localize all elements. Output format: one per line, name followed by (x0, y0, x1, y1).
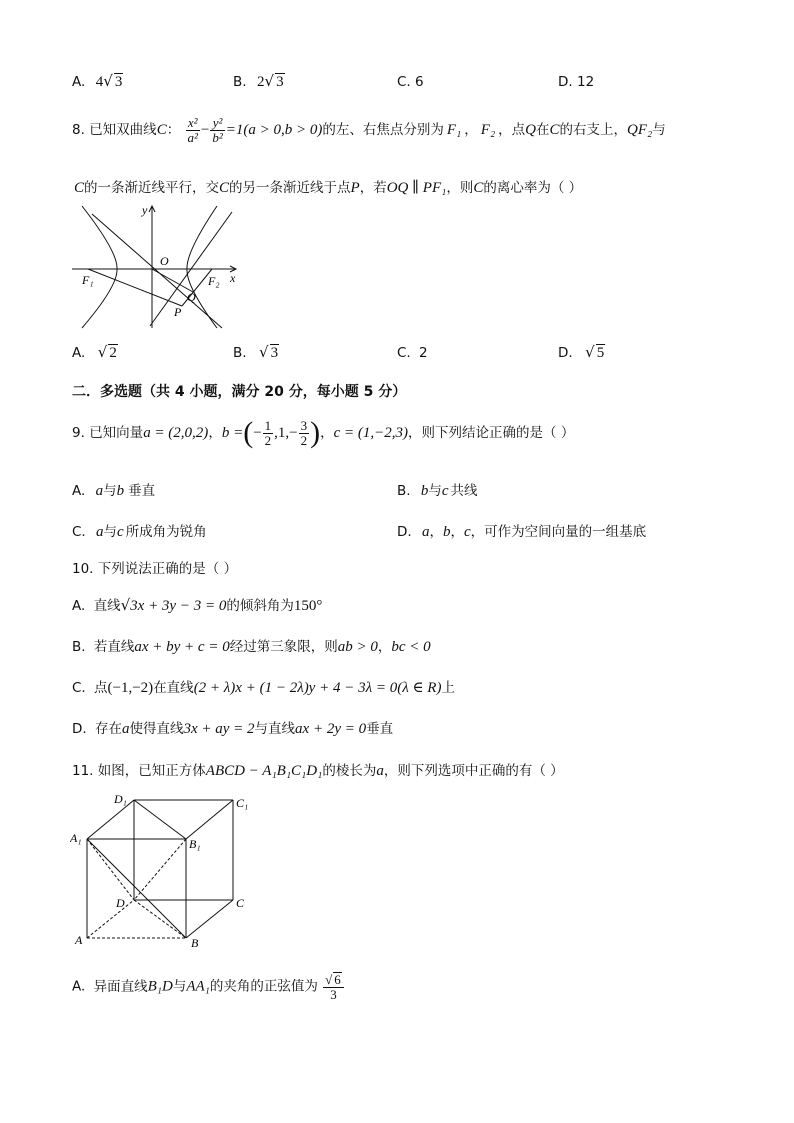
q8-stem-line1: 8. 已知双曲线C： $\frac{\text{x²}}{\text{a²}}$ − $\frac{\text{y²}}{\text{b²}}$ =1(a > 0,b > 0)的左、右焦点分别为 F₁ ， F₂ ，点Q在C的右支上，QF₂与 (72, 115, 666, 145)
math-vec-b: b (420, 483, 429, 499)
option-text: 的夹角的正弦值为 (209, 978, 318, 995)
option-text: 经过第三象限，则 (229, 639, 338, 655)
label-F2: F₂ (208, 274, 220, 288)
line-F1-P (88, 269, 182, 306)
option-text: 使得直线 (129, 721, 184, 737)
option-text: 12 (576, 74, 595, 90)
math-ab: ab > 0 (337, 639, 378, 655)
option-radicand: 3 (276, 74, 284, 90)
label-A1: A₁ (70, 831, 82, 845)
sqrt-sign: √ (264, 72, 275, 90)
fraction-x: $\frac{\text{x²}}{\text{a²}}$ (187, 115, 198, 145)
math-QF2: QF₂ (627, 122, 653, 139)
label-C1: C₁ (236, 796, 249, 810)
stem-text: ： (166, 122, 181, 139)
section-heading: 二．多选题（共 4 小题，满分 20 分，每小题 5 分） (72, 384, 407, 400)
math-line-1: 3x + ay = 2 (183, 721, 255, 737)
option-letter: B. (397, 483, 411, 499)
label-F1: F₁ (82, 273, 94, 287)
option-text: 直线 (93, 598, 121, 614)
math-C: C (549, 122, 560, 139)
q10-option-c[interactable] (72, 676, 455, 697)
math-vec-b: b (442, 524, 451, 540)
option-letter: D. (397, 524, 412, 540)
label-x: x (230, 271, 236, 285)
option-text: 2 (419, 345, 428, 361)
math-C: C (473, 180, 484, 196)
q8-option-d[interactable] (558, 343, 605, 362)
label-B1: B₁ (189, 837, 201, 851)
option-text: ， (377, 639, 392, 655)
option-letter: A. (72, 345, 86, 361)
diag-A1D (87, 839, 134, 900)
q10-stem (72, 557, 237, 577)
question-number: 10. (72, 561, 94, 577)
fraction-b2: $\frac{3}{2}$ (300, 417, 308, 448)
sqrt-sign: √ (259, 343, 269, 361)
left-branch (82, 206, 117, 328)
option-letter: C. (72, 524, 86, 540)
diag-D1B1 (134, 800, 186, 839)
label-A: A (75, 933, 83, 947)
option-text: 6 (415, 74, 424, 90)
option-text: 的倾斜角为 (226, 598, 294, 614)
cube-figure (70, 790, 260, 952)
option-text: 若直线 (93, 639, 135, 655)
label-D: D (116, 896, 125, 910)
q7-option-d[interactable] (558, 74, 594, 90)
math-vec-b: b (116, 483, 125, 499)
option-coef: 2 (257, 74, 265, 90)
q9-option-c[interactable] (72, 520, 207, 541)
option-letter: D. (558, 345, 573, 361)
option-text: 存在 (94, 721, 122, 737)
stem-text: 的另一条渐近线于点 (229, 180, 351, 196)
stem-text: 的左、右焦点分别为 (322, 122, 444, 139)
q9-option-a[interactable] (72, 479, 155, 500)
option-letter: C. (72, 680, 86, 696)
option-text: 所成角为锐角 (125, 524, 207, 540)
math-AA1: AA₁ (186, 978, 210, 995)
option-coef: 4 (95, 74, 104, 90)
math-line: 3x + 3y − 3 = 0 (130, 598, 227, 614)
question-number: 11. (72, 763, 94, 779)
math-Q: Q (525, 122, 537, 139)
stem-text: 如图，已知正方体 (97, 763, 206, 779)
fraction-y: $\frac{\text{y²}}{\text{b²}}$ (212, 115, 223, 145)
question-number: 9. (72, 425, 85, 441)
math-vec-c: c (117, 524, 124, 540)
edge-BC (186, 900, 233, 938)
q8-stem-line2 (74, 176, 582, 197)
math-vec-c: c (441, 483, 449, 499)
math-C: C (74, 180, 85, 196)
stem-text: 的一条渐近线平行，交 (84, 180, 220, 196)
math-line: ax + by + c = 0 (134, 639, 230, 655)
option-letter: A. (72, 598, 86, 614)
math-a-def: a = (2,0,2) (143, 425, 209, 441)
math-cube: ABCD − A₁B₁C₁D₁ (205, 763, 323, 779)
diag-A1B (87, 839, 186, 938)
math-degree: 150° (293, 598, 323, 614)
math-F2: F₂ (480, 122, 496, 139)
label-P: P (174, 305, 182, 319)
fraction-b1: $\frac{1}{2}$ (264, 417, 272, 448)
stem-text: 已知双曲线 (89, 122, 157, 139)
q11-option-a[interactable] (72, 972, 345, 1001)
stem-text: 与 (652, 122, 666, 139)
edge-A1D1 (87, 800, 134, 839)
sqrt-sign: √ (97, 343, 108, 361)
option-radicand: 3 (114, 74, 123, 90)
sqrt-sign: √ (585, 343, 595, 361)
q10-option-b[interactable] (72, 635, 431, 656)
math-B1D: B₁D (147, 978, 173, 995)
q9-option-d[interactable]: D. a，b，c，可作为空间向量的一组基底 (397, 524, 647, 540)
label-B: B (191, 936, 199, 950)
option-letter: A. (72, 978, 86, 995)
math-b-def: b = (221, 425, 244, 441)
option-letter: B. (72, 639, 86, 655)
option-text: 垂直 (128, 483, 156, 499)
hyperbola-figure (70, 202, 246, 332)
math-vec-a: a (421, 524, 430, 540)
math-line: (2 + λ)x + (1 − 2λ)y + 4 − 3λ = 0(λ ∈ R) (193, 680, 442, 696)
q9-stem: 9. 已知向量a = (2,0,2)，b =(− $\frac{1}{2}$ ,1,− $\frac{3}{2}$ )，c = (1,−2,3)，则下列结论正确的是（ ） (72, 416, 575, 449)
q9-option-b[interactable] (397, 479, 478, 500)
option-text: 与直线 (254, 721, 296, 737)
sqrt-sign: √ (120, 596, 131, 614)
math-a: a (376, 763, 384, 779)
stem-text: ，点 (498, 122, 526, 139)
q8-option-a[interactable] (72, 343, 118, 362)
diag-DB (134, 900, 186, 938)
stem-text: 在 (536, 122, 550, 139)
sqrt-sign: √ (103, 72, 113, 90)
q10-option-d[interactable] (72, 717, 393, 738)
right-branch (187, 206, 217, 328)
question-number: 8. (72, 122, 85, 139)
q8-option-c[interactable] (397, 345, 428, 361)
option-letter: D. (558, 74, 573, 90)
stem-text: 下列说法正确的是（ ） (97, 561, 238, 577)
edge-B1C1 (186, 800, 233, 839)
math-point: (−1,−2) (107, 680, 154, 696)
label-O: O (160, 254, 169, 268)
math-F1: F₁ (446, 122, 462, 139)
stem-text: 的离心率为（ ） (483, 180, 583, 196)
q8-option-b[interactable] (233, 343, 279, 362)
label-C: C (236, 896, 245, 910)
option-text: 异面直线 (93, 978, 148, 995)
option-text: 在直线 (153, 680, 194, 696)
edge-AD (87, 900, 134, 938)
q10-option-a[interactable] (72, 594, 322, 615)
label-D1: D₁ (114, 792, 127, 806)
option-text: 与 (103, 524, 118, 540)
q7-option-b[interactable] (233, 72, 285, 91)
option-letter: D. (72, 721, 87, 737)
option-text: ，可作为空间向量的一组基底 (470, 524, 647, 540)
stem-text: ，则下列选项中正确的有（ ） (383, 763, 564, 779)
q7-option-a[interactable] (72, 72, 123, 91)
math-C: C (156, 122, 167, 139)
fraction-sqrt6-3: $\frac{√ 6}{3}$ (323, 972, 344, 1001)
q7-option-c[interactable] (397, 74, 424, 90)
option-radicand: 5 (596, 345, 605, 361)
math-c-def: c = (1,−2,3) (333, 425, 409, 441)
math-C: C (219, 180, 230, 196)
option-letter: B. (233, 74, 247, 90)
math-a: a (121, 721, 130, 737)
math-vec-c: c (463, 524, 471, 540)
stem-text: ，则下列结论正确的是（ ） (408, 425, 575, 441)
stem-text: 的棱长为 (322, 763, 377, 779)
math-condition: =1(a > 0,b > 0) (225, 122, 323, 139)
label-y: y (142, 203, 148, 217)
option-letter: C. (397, 74, 411, 90)
math-bc: bc < 0 (391, 639, 431, 655)
stem-text: ，则 (446, 180, 474, 196)
option-letter: C. (397, 345, 411, 361)
math-b-mid: ,1,− (274, 425, 298, 441)
diag-B1D (134, 839, 186, 900)
math-P: P (350, 180, 360, 196)
math-line-2: ax + 2y = 0 (295, 721, 367, 737)
asymptote-1 (92, 214, 222, 328)
option-text: 与 (428, 483, 442, 499)
label-Q: Q (187, 290, 196, 304)
math-vec-a: a (96, 524, 104, 540)
option-text: 与 (172, 978, 187, 995)
option-text: 点 (94, 680, 108, 696)
option-letter: B. (233, 345, 247, 361)
option-letter: A. (72, 483, 86, 499)
option-radicand: 2 (109, 345, 117, 361)
option-text: 与 (103, 483, 117, 499)
math-vec-a: a (95, 483, 104, 499)
option-text: 共线 (450, 483, 478, 499)
math-parallel: OQ ∥ PF₁ (386, 180, 447, 196)
option-text: 垂直 (366, 721, 394, 737)
option-letter: A. (72, 74, 86, 90)
stem-text: ，若 (359, 180, 387, 196)
option-radicand: 3 (270, 345, 279, 361)
stem-text: 已知向量 (89, 425, 144, 441)
stem-text: 的右支上， (559, 122, 628, 139)
option-text: 上 (441, 680, 455, 696)
q11-stem (72, 759, 564, 780)
